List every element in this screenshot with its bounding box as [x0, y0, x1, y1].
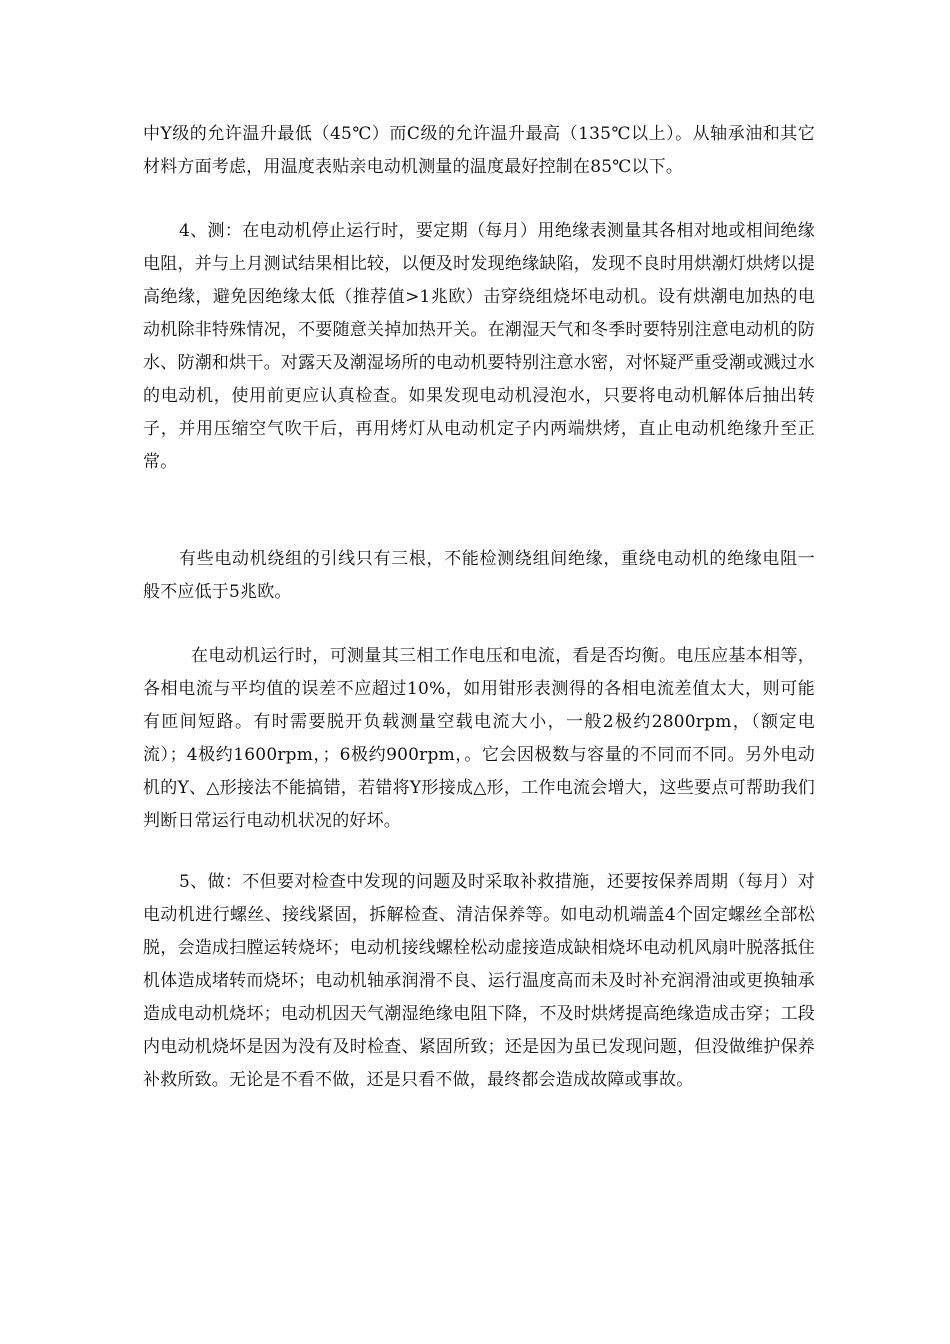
paragraph-maintenance: 5、做：不但要对检查中发现的问题及时采取补救措施，还要按保养周期（每月）对电动机进行螺丝、接线紧固，拆解检查、清洁保养等。如电动机端盖4个固定螺丝全部松脱，会造成扫膛运转烧坏；电动机接线螺栓松动虚接造成缺相烧坏电动机风扇叶脱落抵住机体造成堵转而烧坏；电动机轴承润滑不良、运行温度高而未及时补充润滑油或更换轴承造成电动机烧坏；电动机因天气潮湿绝缘电阻下降，不及时烘烤提高绝缘造成击穿；工段内电动机烧坏是因为没有及时检查、紧固所致；还是因为虽已发现问题，但没做维护保养补救所致。无论是不看不做，还是只看不做，最终都会造成故障或事故。: [143, 872, 815, 1090]
paragraph-measure-insulation: 4、测：在电动机停止运行时，要定期（每月）用绝缘表测量其各相对地或相间绝缘电阻，并与上月测试结果相比较，以便及时发现绝缘缺陷，发现不良时用烘潮灯烘烤以提高绝缘，避免因绝缘太低（推荐值>1兆欧）击穿绕组烧坏电动机。设有烘潮电加热的电动机除非特殊情况，不要随意关掉加热开关。在潮湿天气和冬季时要特别注意电动机的防水、防潮和烘干。对露天及潮湿场所的电动机要特别注意水密，对怀疑严重受潮或溅过水的电动机，使用前更应认真检查。如果发现电动机浸泡水，只要将电动机解体后抽出转子，并用压缩空气吹干后，再用烤灯从电动机定子内两端烘烤，直止电动机绝缘升至正常。: [143, 221, 815, 472]
paragraph-three-lead-winding: 有些电动机绕组的引线只有三根，不能检测绕组间绝缘，重绕电动机的绝缘电阻一般不应低于5兆欧。: [143, 549, 815, 602]
paragraph-running-current: 在电动机运行时，可测量其三相工作电压和电流，看是否均衡。电压应基本相等，各相电流与平均值的误差不应超过10%，如用钳形表测得的各相电流差值太大，则可能有匝间短路。有时需要脱开负载测量空载电流大小，一般2极约2800rpm，（额定电流）；4极约1600rpm，；6极约900rpm，。它会因极数与容量的不同而不同。另外电动机的Y、△形接法不能搞错，若错将Y形接成△形，工作电流会增大，这些要点可帮助我们判断日常运行电动机状况的好坏。: [143, 646, 815, 831]
paragraph-temperature-limits: 中Y级的允许温升最低（45℃）而C级的允许温升最高（135℃以上）。从轴承油和其它材料方面考虑，用温度表贴亲电动机测量的温度最好控制在85℃以下。: [143, 124, 815, 177]
